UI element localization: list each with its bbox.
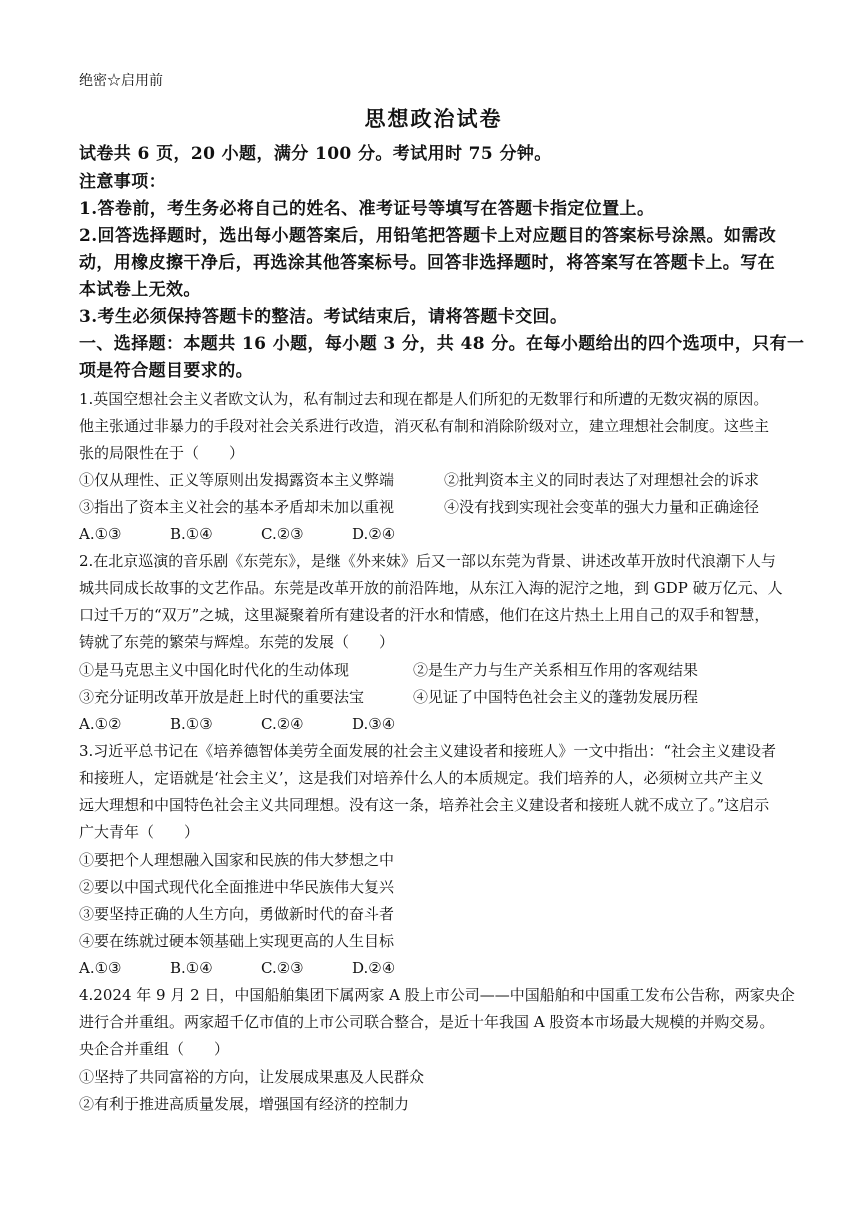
- statement: ④要在练就过硬本领基础上实现更高的人生目标: [79, 932, 395, 950]
- statement: ②批判资本主义的同时表达了对理想社会的诉求: [444, 471, 760, 489]
- statement: ③充分证明改革开放是赶上时代的重要法宝: [79, 688, 365, 706]
- question-text: 张的局限性在于（ ）: [79, 444, 245, 462]
- statement: ②是生产力与生产关系相互作用的客观结果: [413, 661, 699, 679]
- statement: ②要以中国式现代化全面推进中华民族伟大复兴: [79, 878, 395, 896]
- option-b: B.①④: [170, 959, 213, 977]
- option-d: D.②④: [352, 959, 396, 977]
- notice-item: 动，用橡皮擦干净后，再选涂其他答案标号。回答非选择题时，将答案写在答题卡上。写在: [79, 253, 775, 273]
- option-a: A.①②: [79, 715, 122, 733]
- option-a: A.①③: [79, 959, 122, 977]
- option-d: D.②④: [352, 525, 396, 543]
- section-heading: 一、选择题：本题共 16 小题，每小题 3 分，共 48 分。在每小题给出的四个选项中，只有一: [79, 334, 805, 354]
- option-a: A.①③: [79, 525, 122, 543]
- notice-item: 3.考生必须保持答题卡的整洁。考试结束后，请将答题卡交回。: [79, 307, 568, 327]
- statement: ④见证了中国特色社会主义的蓬勃发展历程: [413, 688, 699, 706]
- statement: ①仅从理性、正义等原则出发揭露资本主义弊端: [79, 471, 395, 489]
- option-d: D.③④: [352, 715, 396, 733]
- question-text: 远大理想和中国特色社会主义共同理想。没有这一条，培养社会主义建设者和接班人就不成立了。”这启示: [79, 796, 770, 814]
- section-heading: 项是符合题目要求的。: [79, 361, 253, 381]
- option-b: B.①④: [170, 525, 213, 543]
- statement: ③要坚持正确的人生方向，勇做新时代的奋斗者: [79, 905, 395, 923]
- question-text: 和接班人，定语就是‘社会主义’，这是我们对培养什么人的本质规定。我们培养的人，必须树立共产主义: [79, 769, 764, 787]
- statement: ①坚持了共同富裕的方向，让发展成果惠及人民群众: [79, 1068, 425, 1086]
- notice-item: 2.回答选择题时，选出每小题答案后，用铅笔把答题卡上对应题目的答案标号涂黑。如需改: [79, 226, 777, 246]
- notice-item: 1.答卷前，考生务必将自己的姓名、准考证号等填写在答题卡指定位置上。: [79, 199, 655, 219]
- option-c: C.②③: [261, 525, 304, 543]
- option-c: C.②③: [261, 959, 304, 977]
- question-text: 1.英国空想社会主义者欧文认为，私有制过去和现在都是人们所犯的无数罪行和所遭的无数灾祸的原因。: [79, 390, 769, 408]
- question-text: 央企合并重组（ ）: [79, 1040, 230, 1058]
- confidential-label: 绝密☆启用前: [79, 73, 163, 89]
- statement: ③指出了资本主义社会的基本矛盾却未加以重视: [79, 498, 395, 516]
- statement: ②有利于推进高质量发展，增强国有经济的控制力: [79, 1095, 410, 1113]
- question-text: 进行合并重组。两家超千亿市值的上市公司联合整合，是近十年我国 A 股资本市场最大规模的并购交易。: [79, 1013, 775, 1031]
- notice-heading: 注意事项：: [79, 172, 166, 192]
- statement: ①要把个人理想融入国家和民族的伟大梦想之中: [79, 851, 395, 869]
- statement: ①是马克思主义中国化时代化的生动体现: [79, 661, 350, 679]
- option-b: B.①③: [170, 715, 213, 733]
- question-text: 他主张通过非暴力的手段对社会关系进行改造，消灭私有制和消除阶级对立，建立理想社会制度。这些主: [79, 417, 770, 435]
- question-text: 广大青年（ ）: [79, 823, 200, 841]
- question-text: 2.在北京巡演的音乐剧《东莞东》，是继《外来妹》后又一部以东莞为背景、讲述改革开放时代浪潮下人与: [79, 552, 776, 570]
- statement: ④没有找到实现社会变革的强大力量和正确途径: [444, 498, 760, 516]
- question-text: 4.2024 年 9 月 2 日，中国船舶集团下属两家 A 股上市公司——中国船舶和中国重工发布公告称，两家央企: [79, 986, 795, 1004]
- option-c: C.②④: [261, 715, 304, 733]
- exam-info: 试卷共 6 页，20 小题，满分 100 分。考试用时 75 分钟。: [79, 144, 552, 164]
- page-title: 思想政治试卷: [364, 106, 503, 131]
- notice-item: 本试卷上无效。: [79, 280, 201, 300]
- question-text: 口过千万的“双万”之城，这里凝聚着所有建设者的汗水和情感，他们在这片热土上用自己的双手和智慧，: [79, 606, 770, 624]
- question-text: 城共同成长故事的文艺作品。东莞是改革开放的前沿阵地，从东江入海的泥泞之地，到 GDP 破万亿元、人: [79, 579, 783, 597]
- question-text: 铸就了东莞的繁荣与辉煌。东莞的发展（ ）: [79, 633, 395, 651]
- question-text: 3.习近平总书记在《培养德智体美劳全面发展的社会主义建设者和接班人》一文中指出：“社会主义建设者: [79, 742, 776, 760]
